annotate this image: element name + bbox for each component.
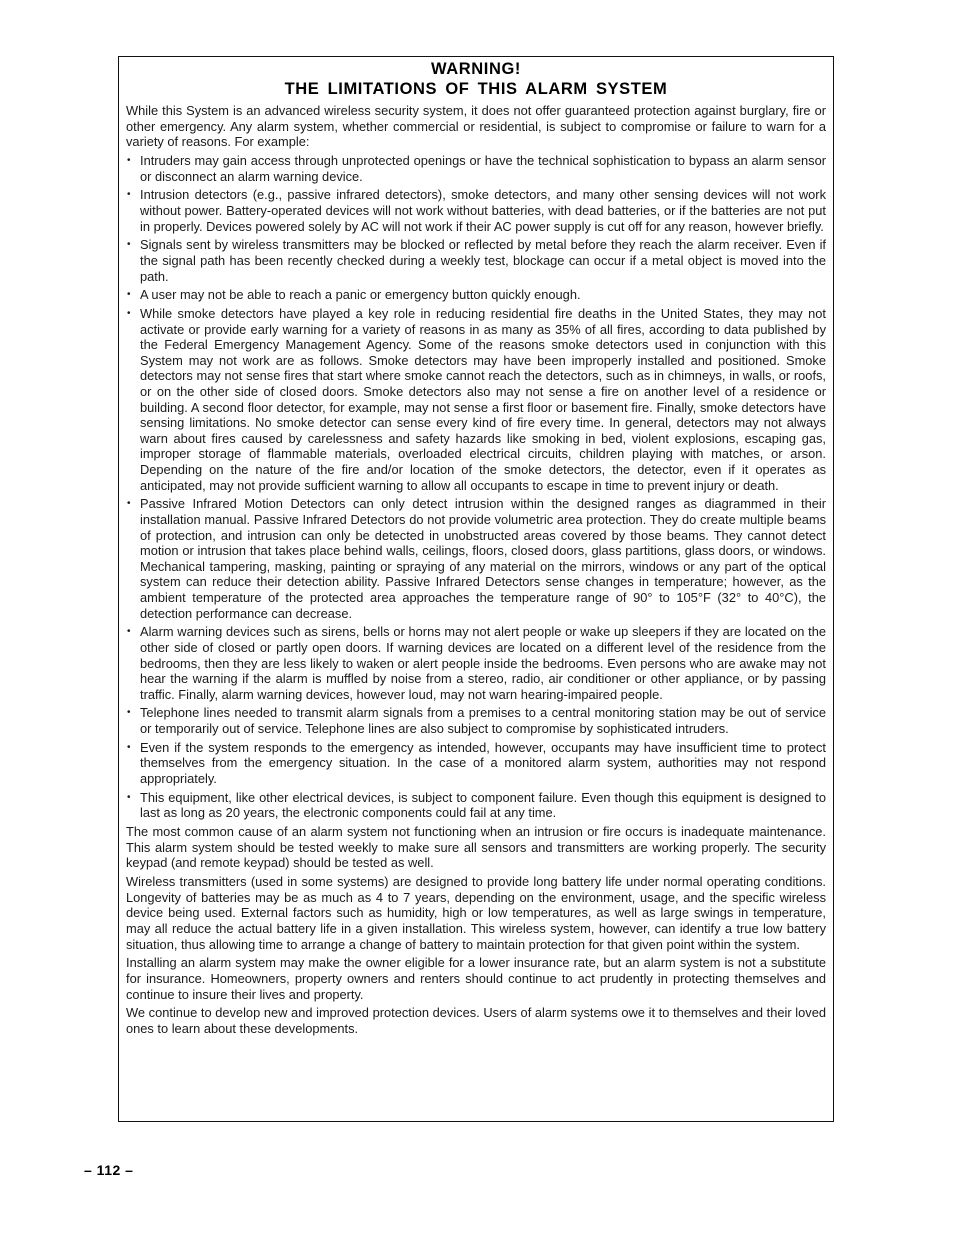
list-item	[126, 790, 826, 821]
bullet-icon: •	[127, 308, 131, 320]
list-item	[126, 153, 826, 184]
page-title	[126, 59, 826, 99]
list-item	[126, 740, 826, 787]
list-item	[126, 306, 826, 493]
list-item	[126, 496, 826, 621]
list-item-text: Telephone lines needed to transmit alarm signals from a premises to a central monitoring station may be out of service or temporarily out of service. Telephone lines are also subject to compromise by sophisticated intruders.	[140, 705, 826, 737]
bullet-icon: •	[127, 189, 131, 201]
list-item-text: Signals sent by wireless transmitters may be blocked or reflected by metal before they reach the alarm receiver. Even if the signal path has been recently checked during a weekly test, blockage can occur if a metal object is moved into the path.	[140, 237, 826, 284]
bullet-icon: •	[127, 707, 131, 719]
title-line-warning: WARNING!	[430, 60, 522, 78]
list-item-text: While smoke detectors have played a key role in reducing residential fire deaths in the United States, they may not activate or provide early warning for a variety of reasons in as many as 35% of all fires, according to data published by the Federal Emergency Management Agency. Some of the reasons smoke detectors used in conjunction with this System may not work are as follows. Smoke detectors may have been improperly installed and positioned. Smoke detectors may not sense fires that start where smoke cannot reach the detectors, such as in chimneys, in walls, or roofs, or on the other side of closed doors. Smoke detectors also may not sense a fire on another level of a residence or building. A second floor detector, for example, may not sense a first floor or basement fire. Finally, smoke detectors have sensing limitations. No smoke detector can sense every kind of fire every time. In general, detectors may not always warn about fires caused by carelessness and safety hazards like smoking in bed, violent explosions, escaping gas, improper storage of flammable materials, overloaded electrical circuits, children playing with matches, or arson. Depending on the nature of the fire and/or location of the smoke detectors, the detector, even if it operates as anticipated, may not provide sufficient warning to allow all occupants to escape in time to prevent injury or death.	[140, 306, 826, 493]
maintenance-paragraph: The most common cause of an alarm system not functioning when an intrusion or fire occurs is inadequate maintenance. This alarm system should be tested weekly to make sure all sensors and transmitters are working properly. The security keypad (and remote keypad) should be tested as well.	[126, 824, 826, 871]
bullet-icon: •	[127, 289, 131, 301]
list-item-text: Intruders may gain access through unprotected openings or have the technical sophistication to bypass an alarm sensor or disconnect an alarm warning device.	[140, 152, 826, 184]
development-paragraph: We continue to develop new and improved protection devices. Users of alarm systems owe it to themselves and their loved ones to learn about these developments.	[126, 1005, 826, 1036]
intro-paragraph: While this System is an advanced wireless security system, it does not offer guaranteed protection against burglary, fire or other emergency. Any alarm system, whether commercial or residential, is subject to compromise or failure to warn for a variety of reasons. For example:	[126, 103, 826, 150]
title-line-limitations: THE LIMITATIONS OF THIS ALARM SYSTEM	[284, 80, 668, 98]
list-item	[126, 287, 826, 303]
list-item	[126, 705, 826, 736]
bullet-icon: •	[127, 791, 131, 803]
list-item-text: Passive Infrared Motion Detectors can only detect intrusion within the designed ranges as diagrammed in their installation manual. Passive Infrared Detectors do not provide volumetric area protection. They do create multiple beams of protection, and intrusion can only be detected in unobstructed areas covered by those beams. They cannot detect motion or intrusion that takes place behind walls, ceilings, floors, closed doors, glass partitions, glass doors, or windows. Mechanical tampering, masking, painting or spraying of any material on the mirrors, windows or any part of the optical system can reduce their detection ability. Passive Infrared Detectors sense changes in temperature; however, as the ambient temperature of the protected area approaches the temperature range of 90° to 105°F (32° to 40°C), the detection performance can decrease.	[140, 496, 826, 621]
list-item-text: This equipment, like other electrical devices, is subject to component failure. Even though this equipment is designed to last as long as 20 years, the electronic components could fail at any time.	[140, 789, 826, 821]
list-item	[126, 624, 826, 702]
limitations-list	[126, 153, 826, 821]
insurance-paragraph: Installing an alarm system may make the owner eligible for a lower insurance rate, but an alarm system is not a substitute for insurance. Homeowners, property owners and renters should continue to act prudently in protecting themselves and continue to insure their lives and property.	[126, 955, 826, 1002]
page-number: – 112 –	[84, 1162, 134, 1178]
battery-paragraph: Wireless transmitters (used in some systems) are designed to provide long battery life under normal operating conditions. Longevity of batteries may be as much as 4 to 7 years, depending on the environment, usage, and the specific wireless device being used. External factors such as humidity, high or low temperatures, as well as large swings in temperature, may all reduce the actual battery life in a given installation. This wireless system, however, can identify a true low battery situation, thus allowing time to arrange a change of battery to maintain protection for that given point within the system.	[126, 874, 826, 952]
list-item	[126, 187, 826, 234]
bullet-icon: •	[127, 239, 131, 251]
list-item-text: A user may not be able to reach a panic or emergency button quickly enough.	[140, 287, 581, 303]
warning-box	[118, 56, 834, 1122]
bullet-icon: •	[127, 741, 131, 753]
bullet-icon: •	[127, 154, 131, 166]
list-item	[126, 237, 826, 284]
bullet-icon: •	[127, 498, 131, 510]
bullet-icon: •	[127, 626, 131, 638]
list-item-text: Alarm warning devices such as sirens, bells or horns may not alert people or wake up sleepers if they are located on the other side of closed or partly open doors. If warning devices are located on a different level of the residence from the bedrooms, then they are less likely to waken or alert people inside the bedrooms. Even persons who are awake may not hear the warning if the alarm is muffled by noise from a stereo, radio, air conditioner or other appliance, or by passing traffic. Finally, alarm warning devices, however loud, may not warn hearing-impaired people.	[140, 624, 826, 702]
list-item-text: Even if the system responds to the emergency as intended, however, occupants may have insufficient time to protect themselves from the emergency situation. In the case of a monitored alarm system, authorities may not respond appropriately.	[140, 739, 826, 787]
list-item-text: Intrusion detectors (e.g., passive infrared detectors), smoke detectors, and many other sensing devices will not work without power. Battery-operated devices will not work without batteries, with dead batteries, or if the batteries are not put in properly. Devices powered solely by AC will not work if their AC power supply is cut off for any reason, however briefly.	[140, 187, 826, 234]
